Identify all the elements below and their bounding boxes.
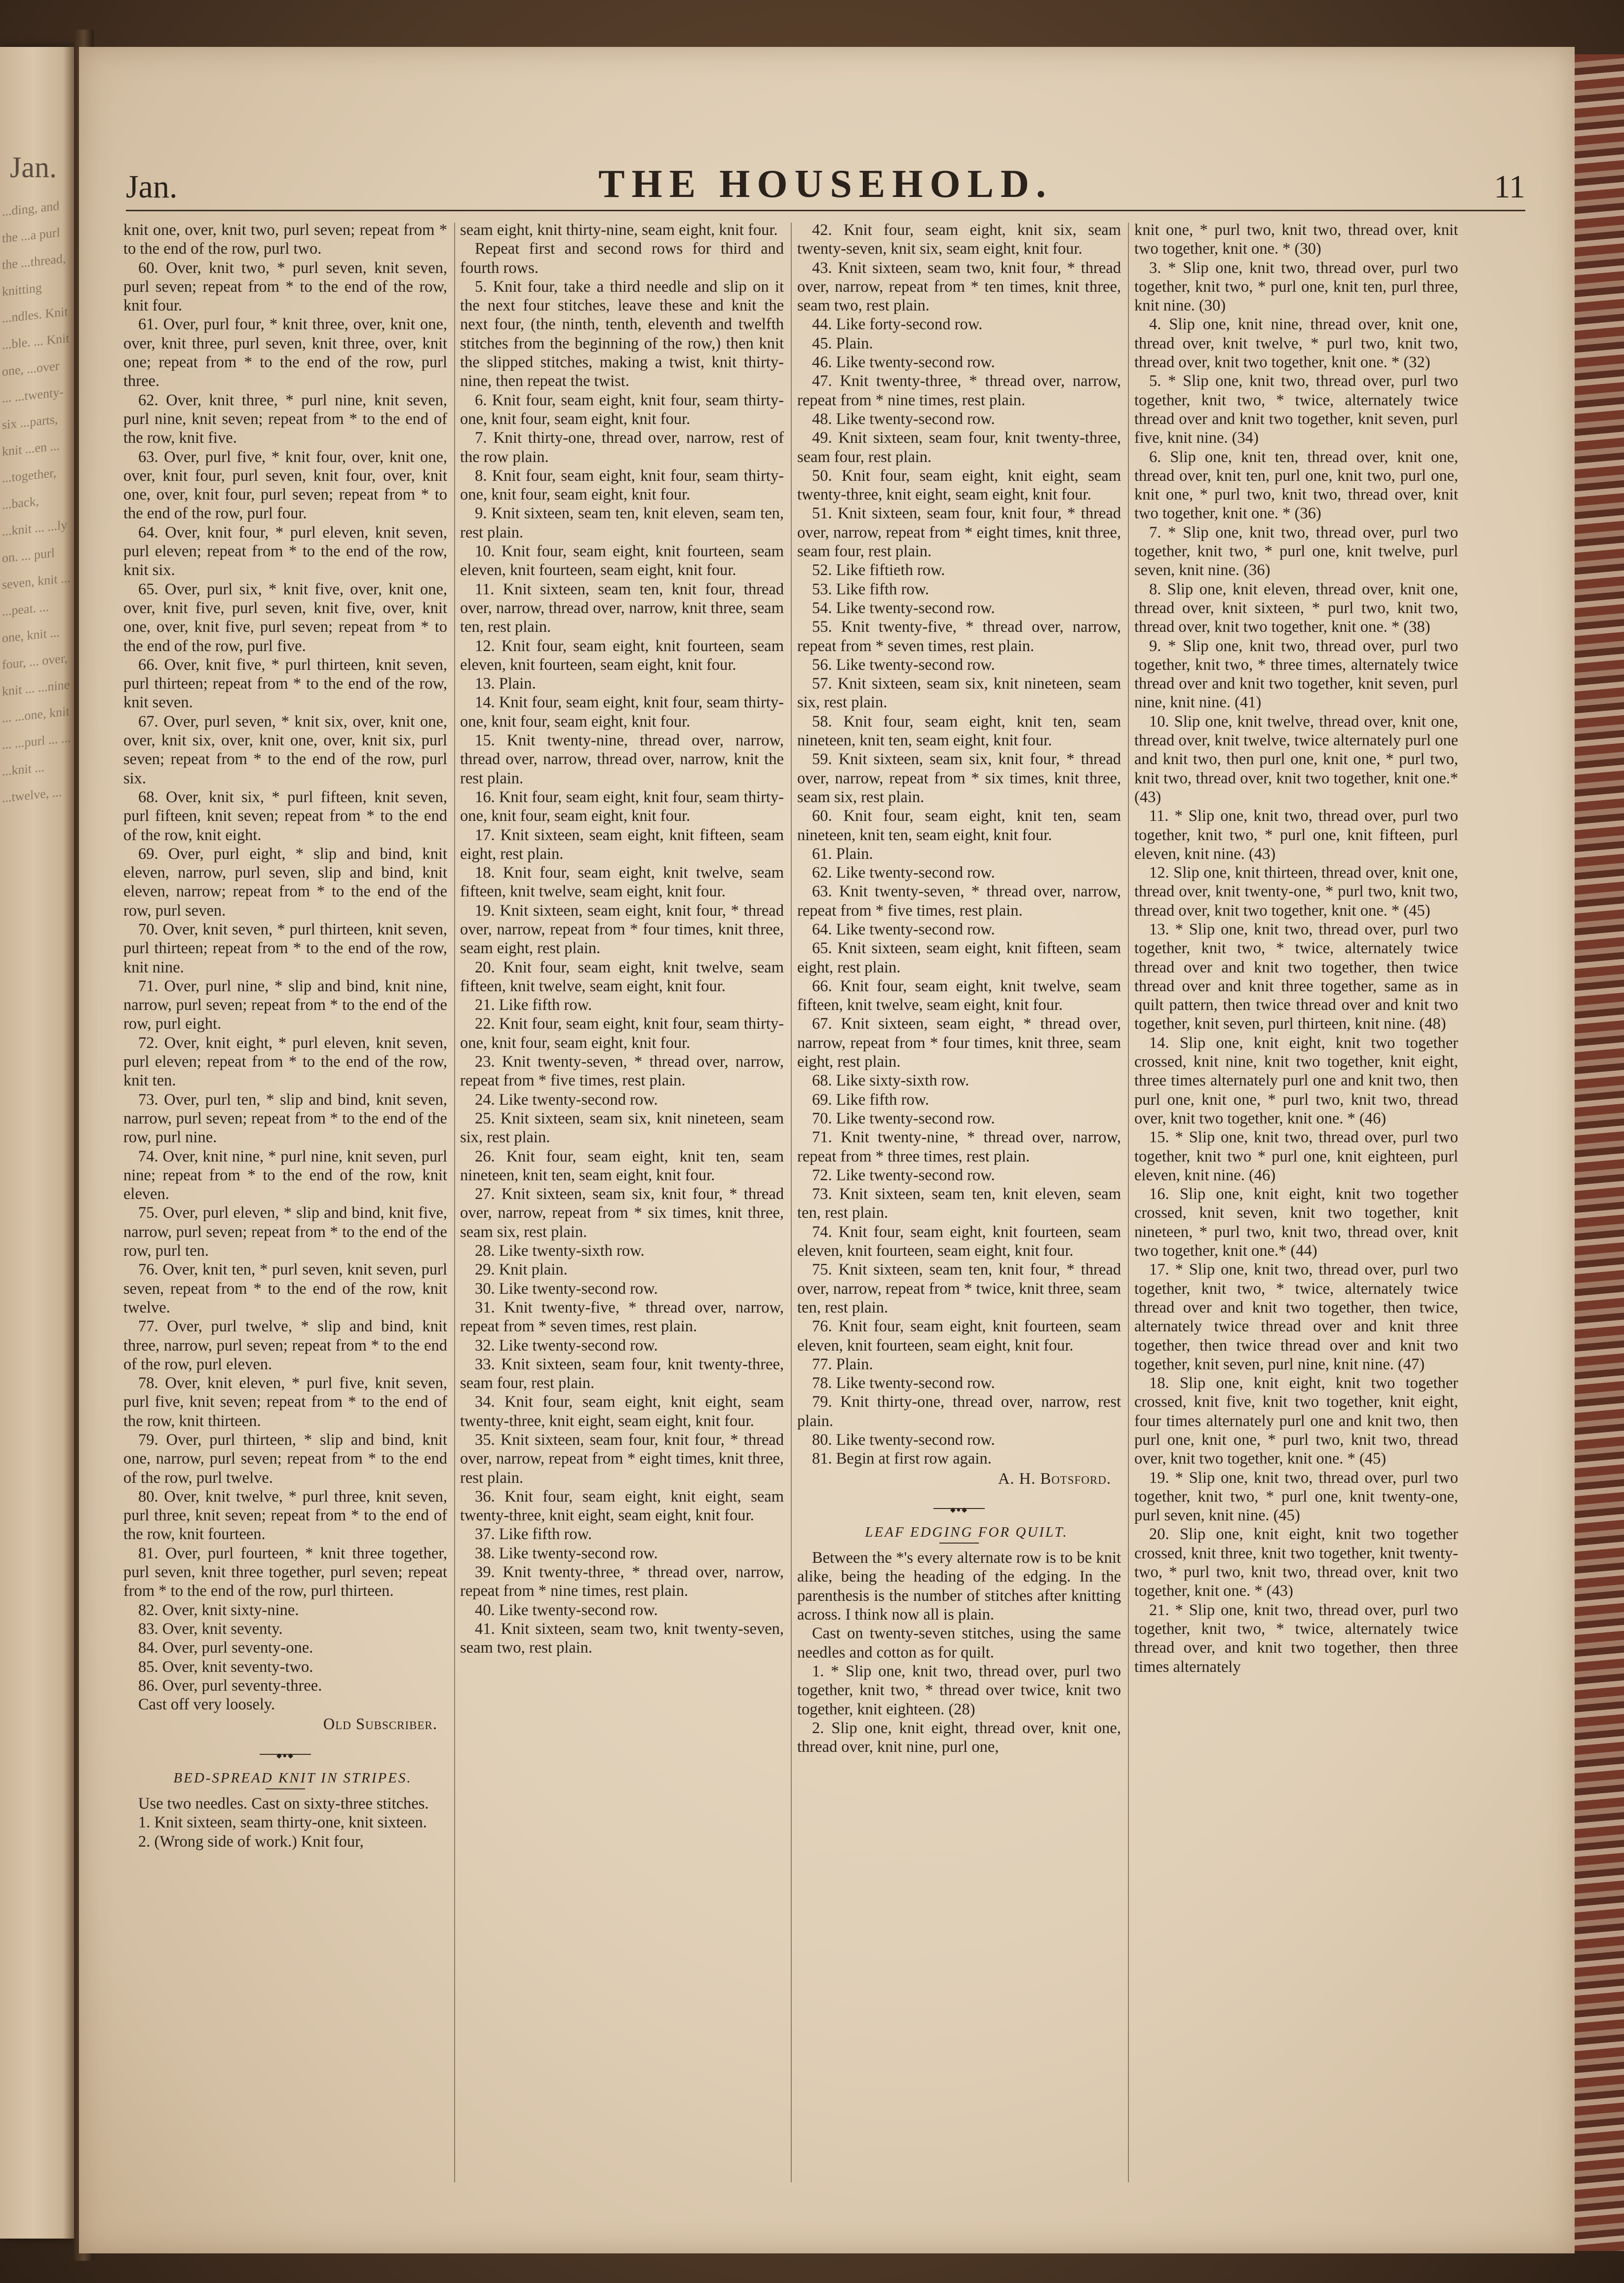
- pattern-row: 58. Knit four, seam eight, knit ten, seam nineteen, knit ten, seam eight, knit four.: [797, 712, 1121, 750]
- article-heading: LEAF EDGING FOR QUILT.: [865, 1524, 1068, 1540]
- pattern-row: 13. * Slip one, knit two, thread over, purl two together, knit two, * twice, alternately twice thread over and knit two together, then twice thread over and knit three together, same as in quilt pattern, then twice thread over and knit two together, knit seven, purl thirteen, knit nine. (48): [1134, 920, 1458, 1033]
- pattern-row: 61. Over, purl four, * knit three, over, knit one, over, knit three, purl seven, knit three, over, knit one; repeat from * to the end of the row, purl three.: [123, 315, 447, 390]
- pattern-row: 62. Like twenty-second row.: [812, 864, 995, 882]
- pattern-row: 13. Plain.: [475, 675, 536, 693]
- pattern-row: 15. Knit twenty-nine, thread over, narrow, thread over, narrow, thread over, narrow, knit the rest plain.: [460, 732, 784, 787]
- text-column-2: [460, 221, 784, 2190]
- pattern-row: 39. Knit twenty-three, * thread over, narrow, repeat from * nine times, rest plain.: [460, 1563, 784, 1600]
- pattern-row: 65. Knit sixteen, seam eight, knit fifteen, seam eight, rest plain.: [797, 939, 1121, 976]
- pattern-row: 66. Knit four, seam eight, knit twelve, seam fifteen, knit twelve, seam eight, knit four.: [797, 977, 1121, 1014]
- pattern-row: 75. Knit sixteen, seam ten, knit four, * thread over, narrow, repeat from * twice, knit three, seam ten, rest plain.: [797, 1261, 1121, 1316]
- pattern-row: 31. Knit twenty-five, * thread over, narrow, repeat from * seven times, rest plain.: [460, 1298, 784, 1336]
- pattern-row: 26. Knit four, seam eight, knit ten, seam nineteen, knit ten, seam eight, knit four.: [460, 1147, 784, 1184]
- pattern-row: 33. Knit sixteen, seam four, knit twenty-three, seam four, rest plain.: [460, 1355, 784, 1393]
- pattern-row: 17. Knit sixteen, seam eight, knit fifteen, seam eight, rest plain.: [460, 826, 784, 863]
- pattern-row: 66. Over, knit five, * purl thirteen, knit seven, purl thirteen; repeat from * to the end of the row, knit seven.: [123, 656, 447, 712]
- pattern-row: 9. * Slip one, knit two, thread over, purl two together, knit two, * three times, alternately twice thread over and knit two together, knit seven, purl nine, knit nine. (41): [1134, 637, 1458, 712]
- pattern-row: 73. Knit sixteen, seam ten, knit eleven, seam ten, rest plain.: [797, 1185, 1121, 1222]
- pattern-row: 8. Knit four, seam eight, knit four, seam thirty-one, knit four, seam eight, knit four.: [460, 466, 784, 504]
- pattern-row: 81. Over, purl fourteen, * knit three together, purl seven, knit three together, purl seven; repeat from * to the end of the row, purl thirteen.: [123, 1544, 447, 1600]
- pattern-row: 8. Slip one, knit eleven, thread over, knit one, thread over, knit sixteen, * purl two, knit two, thread over, knit two together, knit one. * (38): [1134, 580, 1458, 636]
- pattern-row: 74. Over, knit nine, * purl nine, knit seven, purl nine; repeat from * to the end of the row, knit eleven.: [123, 1147, 447, 1203]
- pattern-row: 72. Like twenty-second row.: [812, 1166, 995, 1184]
- pattern-row: 84. Over, purl seventy-one.: [138, 1639, 313, 1657]
- heading-rule: [939, 1543, 979, 1544]
- pattern-row: 1. Knit sixteen, seam thirty-one, knit sixteen.: [138, 1814, 427, 1832]
- pattern-row: 24. Like twenty-second row.: [475, 1090, 658, 1109]
- pattern-row: 64. Over, knit four, * purl eleven, knit seven, purl eleven; repeat from * to the end of the row, knit six.: [123, 523, 447, 580]
- pattern-row: 32. Like twenty-second row.: [475, 1336, 658, 1354]
- pattern-row: 3. * Slip one, knit two, thread over, purl two together, knit two, * purl one, knit ten, purl three, knit nine. (30): [1134, 259, 1458, 315]
- paragraph: Between the *'s every alternate row is to be knit alike, being the heading of the edging. In the parenthesis is the number of stitches after knitting across. I think now all is plain.: [797, 1549, 1121, 1624]
- pattern-row: 56. Like twenty-second row.: [812, 656, 995, 674]
- section-ornament: [797, 1503, 1121, 1514]
- pattern-row: 2. Slip one, knit eight, thread over, knit one, thread over, knit nine, purl one,: [797, 1719, 1121, 1756]
- column-rule: [454, 223, 455, 2182]
- pattern-row: 17. * Slip one, knit two, thread over, purl two together, knit two, * twice, alternately twice thread over and knit two together, then twice, alternately twice thread over and knit three together, then twice thread over and knit two together, knit seven, purl nine, knit nine. (47): [1134, 1261, 1458, 1373]
- pattern-row: 45. Plain.: [812, 334, 873, 352]
- article-heading: BED-SPREAD KNIT IN STRIPES.: [173, 1770, 412, 1786]
- pattern-row: 67. Over, purl seven, * knit six, over, knit one, over, knit six, over, knit one, over, knit six, purl seven; repeat from * to the end of the row, purl six.: [123, 712, 447, 787]
- paragraph: knit one, over, knit two, purl seven; repeat from * to the end of the row, purl two.: [123, 221, 447, 258]
- pattern-row: 74. Knit four, seam eight, knit fourteen, seam eleven, knit fourteen, seam eight, knit four.: [797, 1223, 1121, 1260]
- pattern-row: 60. Knit four, seam eight, knit ten, seam nineteen, knit ten, seam eight, knit four.: [797, 807, 1121, 844]
- header-month: Jan.: [126, 169, 178, 205]
- pattern-row: 70. Like twenty-second row.: [812, 1109, 995, 1127]
- pattern-row: 30. Like twenty-second row.: [475, 1279, 658, 1298]
- paragraph: seam eight, knit thirty-nine, seam eight, knit four.: [460, 221, 778, 239]
- pattern-row: 85. Over, knit seventy-two.: [138, 1658, 313, 1676]
- pattern-row: 69. Over, purl eight, * slip and bind, knit eleven, narrow, purl seven, slip and bind, knit eleven, narrow; repeat from * to the end of the row, purl seven.: [123, 845, 447, 920]
- pattern-row: 62. Over, knit three, * purl nine, knit seven, purl nine, knit seven; repeat from * to the end of the row, knit five.: [123, 391, 447, 447]
- pattern-row: 11. Knit sixteen, seam ten, knit four, thread over, narrow, thread over, narrow, knit three, seam ten, rest plain.: [460, 580, 784, 636]
- pattern-row: 18. Knit four, seam eight, knit twelve, seam fifteen, knit twelve, seam eight, knit four.: [460, 864, 784, 901]
- pattern-row: 16. Slip one, knit eight, knit two together crossed, knit seven, knit two together, knit nineteen, * purl two, knit two, thread over, knit two together, knit one.* (44): [1134, 1185, 1458, 1260]
- column-rule: [791, 223, 792, 2182]
- pattern-row: 6. Slip one, knit ten, thread over, knit one, thread over, knit ten, purl one, knit two, purl one, knit one, * purl two, knit two, thread over, knit two together, knit one. * (36): [1134, 448, 1458, 523]
- pattern-row: 61. Plain.: [812, 845, 873, 863]
- paragraph: Use two needles. Cast on sixty-three stitches.: [138, 1795, 429, 1813]
- paragraph: Repeat first and second rows for third and fourth rows.: [460, 240, 784, 277]
- pattern-row: 49. Knit sixteen, seam four, knit twenty-three, seam four, rest plain.: [797, 429, 1121, 466]
- paragraph: knit one, * purl two, knit two, thread over, knit two together, knit one. * (30): [1134, 221, 1458, 258]
- pattern-row: 12. Slip one, knit thirteen, thread over, knit one, thread over, knit twenty-one, * purl two, knit two, thread over, knit two together, knit one. * (45): [1134, 864, 1458, 920]
- pattern-row: 35. Knit sixteen, seam four, knit four, * thread over, narrow, repeat from * eight times, knit three, rest plain.: [460, 1431, 784, 1487]
- pattern-row: 68. Over, knit six, * purl fifteen, knit seven, purl fifteen, knit seven; repeat from * to the end of the row, knit eight.: [123, 788, 447, 844]
- author-signature: Old Subscriber.: [323, 1715, 437, 1734]
- pattern-row: 68. Like sixty-sixth row.: [812, 1072, 969, 1090]
- pattern-row: 28. Like twenty-sixth row.: [475, 1242, 645, 1260]
- pattern-row: 5. * Slip one, knit two, thread over, purl two together, knit two, * twice, alternately twice thread over and knit two together, knit seven, purl five, knit nine. (34): [1134, 372, 1458, 447]
- paragraph: Cast on twenty-seven stitches, using the same needles and cotton as for quilt.: [797, 1625, 1121, 1662]
- pattern-row: 7. Knit thirty-one, thread over, narrow, rest of the row plain.: [460, 429, 784, 466]
- pattern-row: 65. Over, purl six, * knit five, over, knit one, over, knit five, purl seven, knit five, over, knit one, over, knit five, purl seven; repeat from * to the end of the row, purl five.: [123, 580, 447, 655]
- pattern-row: 19. * Slip one, knit two, thread over, purl two together, knit two, * purl one, knit twenty-one, purl seven, knit nine. (45): [1134, 1469, 1458, 1525]
- pattern-row: 64. Like twenty-second row.: [812, 920, 995, 938]
- pattern-row: 11. * Slip one, knit two, thread over, purl two together, knit two, * purl one, knit fifteen, purl eleven, knit nine. (43): [1134, 807, 1458, 863]
- pattern-row: 42. Knit four, seam eight, knit six, seam twenty-seven, knit six, seam eight, knit four.: [797, 221, 1121, 258]
- pattern-row: 36. Knit four, seam eight, knit eight, seam twenty-three, knit eight, seam eight, knit four.: [460, 1487, 784, 1525]
- pattern-row: 14. Slip one, knit eight, knit two together crossed, knit nine, knit two together, knit eight, three times alternately purl one and knit two, then purl one, knit one, * purl two, knit two, thread over, knit two together, knit one. * (46): [1134, 1034, 1458, 1127]
- pattern-row: 78. Over, knit eleven, * purl five, knit seven, purl five, knit seven; repeat from * to the end of the row, knit thirteen.: [123, 1374, 447, 1430]
- pattern-row: 20. Knit four, seam eight, knit twelve, seam fifteen, knit twelve, seam eight, knit four.: [460, 958, 784, 995]
- pattern-row: 82. Over, knit sixty-nine.: [138, 1601, 299, 1619]
- pattern-row: 80. Over, knit twelve, * purl three, knit seven, purl three, knit seven; repeat from * to the end of the row, knit fourteen.: [123, 1487, 447, 1544]
- masthead-title: THE HOUSEHOLD.: [598, 162, 1053, 206]
- pattern-row: 46. Like twenty-second row.: [812, 353, 995, 372]
- pattern-row: 25. Knit sixteen, seam six, knit nineteen, seam six, rest plain.: [460, 1109, 784, 1147]
- newspaper-page: [79, 47, 1575, 2253]
- pattern-row: 15. * Slip one, knit two, thread over, purl two together, knit two * purl one, knit eighteen, purl eleven, knit nine. (46): [1134, 1128, 1458, 1184]
- pattern-row: 10. Slip one, knit twelve, thread over, knit one, thread over, knit twelve, twice alternately purl one and knit two, then purl one, knit one, * purl two, knit two, thread over, knit two together, knit one.* (43): [1134, 712, 1458, 806]
- author-signature: A. H. Botsford.: [998, 1470, 1111, 1488]
- pattern-row: 9. Knit sixteen, seam ten, knit eleven, seam ten, rest plain.: [460, 504, 784, 542]
- pattern-row: 23. Knit twenty-seven, * thread over, narrow, repeat from * five times, rest plain.: [460, 1053, 784, 1090]
- pattern-row: 21. * Slip one, knit two, thread over, purl two together, knit two, * twice, alternately twice thread over, and knit two together, then three times alternately: [1134, 1601, 1458, 1676]
- pattern-row: 67. Knit sixteen, seam eight, * thread over, narrow, repeat from * four times, knit three, seam eight, rest plain.: [797, 1015, 1121, 1071]
- pattern-row: 53. Like fifth row.: [812, 580, 929, 598]
- pattern-row: 70. Over, knit seven, * purl thirteen, knit seven, purl thirteen; repeat from * to the end of the row, knit nine.: [123, 920, 447, 976]
- pattern-row: 14. Knit four, seam eight, knit four, seam thirty-one, knit four, seam eight, knit four.: [460, 694, 784, 731]
- pattern-row: 20. Slip one, knit eight, knit two together crossed, knit three, knit two together, knit twenty-two, * purl two, knit two, thread over, knit two together, knit one. * (43): [1134, 1525, 1458, 1600]
- adjacent-page-edge: [0, 47, 74, 2239]
- pattern-row: 10. Knit four, seam eight, knit fourteen, seam eleven, knit fourteen, seam eight, knit four.: [460, 542, 784, 580]
- text-column-1: [123, 221, 447, 2190]
- pattern-row: 48. Like twenty-second row.: [812, 410, 995, 428]
- pattern-row: 81. Begin at first row again.: [812, 1450, 992, 1468]
- column-rule: [1128, 223, 1129, 2182]
- pattern-row: 6. Knit four, seam eight, knit four, seam thirty-one, knit four, seam eight, knit four.: [460, 391, 784, 428]
- pattern-row: 7. * Slip one, knit two, thread over, purl two together, knit two, * purl one, knit twelve, purl seven, knit nine. (36): [1134, 523, 1458, 580]
- pattern-row: 52. Like fiftieth row.: [812, 561, 945, 580]
- pattern-row: 83. Over, knit seventy.: [138, 1620, 283, 1638]
- pattern-row: 79. Over, purl thirteen, * slip and bind, knit one, narrow, purl seven; repeat from * to the end of the row, purl twelve.: [123, 1431, 447, 1487]
- pattern-row: 78. Like twenty-second row.: [812, 1374, 995, 1393]
- pattern-row: 50. Knit four, seam eight, knit eight, seam twenty-three, knit eight, seam eight, knit four.: [797, 466, 1121, 504]
- pattern-row: 57. Knit sixteen, seam six, knit nineteen, seam six, rest plain.: [797, 675, 1121, 712]
- pattern-row: 43. Knit sixteen, seam two, knit four, * thread over, narrow, repeat from * ten times, knit three, seam two, rest plain.: [797, 259, 1121, 315]
- pattern-row: 16. Knit four, seam eight, knit four, seam thirty-one, knit four, seam eight, knit four.: [460, 788, 784, 825]
- pattern-row: 21. Like fifth row.: [475, 996, 592, 1014]
- pattern-row: 2. (Wrong side of work.) Knit four,: [138, 1832, 364, 1851]
- pattern-row: 69. Like fifth row.: [812, 1090, 929, 1109]
- pattern-row: 72. Over, knit eight, * purl eleven, knit seven, purl eleven; repeat from * to the end of the row, knit ten.: [123, 1034, 447, 1090]
- pattern-row: 59. Knit sixteen, seam six, knit four, * thread over, narrow, repeat from * six times, knit three, seam six, rest plain.: [797, 750, 1121, 806]
- pattern-row: 27. Knit sixteen, seam six, knit four, * thread over, narrow, repeat from * six times, knit three, seam six, rest plain.: [460, 1185, 784, 1241]
- pattern-row: 51. Knit sixteen, seam four, knit four, * thread over, narrow, repeat from * eight times, knit three, seam four, rest plain.: [797, 504, 1121, 561]
- pattern-row: 41. Knit sixteen, seam two, knit twenty-seven, seam two, rest plain.: [460, 1620, 784, 1657]
- pattern-row: 77. Plain.: [812, 1355, 873, 1373]
- pattern-row: 29. Knit plain.: [475, 1261, 568, 1279]
- adjacent-page-month: Jan.: [10, 151, 57, 184]
- pattern-row: 60. Over, knit two, * purl seven, knit seven, purl seven; repeat from * to the end of the row, knit four.: [123, 259, 447, 315]
- pattern-row: 37. Like fifth row.: [475, 1525, 592, 1544]
- pattern-row: 5. Knit four, take a third needle and slip on it the next four stitches, leave these and knit the next four, (the ninth, tenth, eleventh and twelfth stitches from the beginning of the row,) then knit the slipped stitches, making a twist, knit thirty-nine, then repeat the twist.: [460, 277, 784, 390]
- pattern-row: 40. Like twenty-second row.: [475, 1601, 658, 1619]
- pattern-row: 38. Like twenty-second row.: [475, 1544, 658, 1562]
- pattern-row: 79. Knit thirty-one, thread over, narrow, rest plain.: [797, 1393, 1121, 1430]
- pattern-row: 75. Over, purl eleven, * slip and bind, knit five, narrow, purl seven; repeat from * to the end of the row, purl ten.: [123, 1204, 447, 1260]
- heading-rule: [266, 1788, 305, 1789]
- adjacent-page-text-fragments: ...ding, and the ...a purl the ...thread, knitting ...ndles. Knit ...ble. ... Knit one, ...over ... ...twenty-six ...parts, knit ...en ... ...together, ...back, ...knit ... ...ly on. ... purl seven, knit ... ...peat. ... one, knit ... four, ... over, knit ... ...nine ... ...one, knit ... ...purl ... ... ...knit ... ...twelve, ...: [2, 198, 71, 806]
- text-column-4: [1134, 221, 1458, 2190]
- pattern-row: 4. Slip one, knit nine, thread over, knit one, thread over, knit twelve, * purl two, knit two, thread over, knit two together, knit one. * (32): [1134, 315, 1458, 372]
- pattern-row: 34. Knit four, seam eight, knit eight, seam twenty-three, knit eight, seam eight, knit four.: [460, 1393, 784, 1430]
- pattern-row: 80. Like twenty-second row.: [812, 1431, 995, 1449]
- pattern-row: 55. Knit twenty-five, * thread over, narrow, repeat from * seven times, rest plain.: [797, 618, 1121, 655]
- pattern-row: 63. Knit twenty-seven, * thread over, narrow, repeat from * five times, rest plain.: [797, 883, 1121, 920]
- pattern-row: 73. Over, purl ten, * slip and bind, knit seven, narrow, purl seven; repeat from * to the end of the row, purl nine.: [123, 1090, 447, 1147]
- pattern-row: 71. Over, purl nine, * slip and bind, knit nine, narrow, purl seven; repeat from * to the end of the row, purl eight.: [123, 977, 447, 1033]
- pattern-row: 22. Knit four, seam eight, knit four, seam thirty-one, knit four, seam eight, knit four.: [460, 1015, 784, 1052]
- pattern-row: 47. Knit twenty-three, * thread over, narrow, repeat from * nine times, rest plain.: [797, 372, 1121, 409]
- page-number: 11: [1494, 169, 1525, 205]
- pattern-row: 76. Knit four, seam eight, knit fourteen, seam eleven, knit fourteen, seam eight, knit four.: [797, 1317, 1121, 1354]
- section-ornament: [123, 1749, 447, 1760]
- pattern-row: 54. Like twenty-second row.: [812, 599, 995, 617]
- pattern-row: 19. Knit sixteen, seam eight, knit four, * thread over, narrow, repeat from * four times, knit three, seam eight, rest plain.: [460, 901, 784, 958]
- pattern-row: 12. Knit four, seam eight, knit fourteen, seam eleven, knit fourteen, seam eight, knit four.: [460, 637, 784, 674]
- pattern-row: 71. Knit twenty-nine, * thread over, narrow, repeat from * three times, rest plain.: [797, 1128, 1121, 1165]
- page-header: [126, 155, 1525, 211]
- pattern-row: 76. Over, knit ten, * purl seven, knit seven, purl seven, repeat from * to the end of the row, knit twelve.: [123, 1261, 447, 1316]
- pattern-row: 77. Over, purl twelve, * slip and bind, knit three, narrow, purl seven; repeat from * to the end of the row, purl eleven.: [123, 1317, 447, 1373]
- paragraph: Cast off very loosely.: [138, 1696, 275, 1714]
- pattern-row: 44. Like forty-second row.: [812, 315, 983, 334]
- pattern-row: 1. * Slip one, knit two, thread over, purl two together, knit two, * thread over twice, knit two together, knit eighteen. (28): [797, 1662, 1121, 1718]
- pattern-row: 18. Slip one, knit eight, knit two together crossed, knit five, knit two together, knit eight, four times alternately purl one and knit two, then purl one, knit one, * purl two, knit two, thread over, knit two together, knit one. * (45): [1134, 1374, 1458, 1468]
- text-column-3: [797, 221, 1121, 2190]
- pattern-row: 63. Over, purl five, * knit four, over, knit one, over, knit four, purl seven, knit four, over, knit one, over, knit four, purl seven; repeat from * to the end of the row, purl four.: [123, 448, 447, 523]
- pattern-row: 86. Over, purl seventy-three.: [138, 1676, 322, 1695]
